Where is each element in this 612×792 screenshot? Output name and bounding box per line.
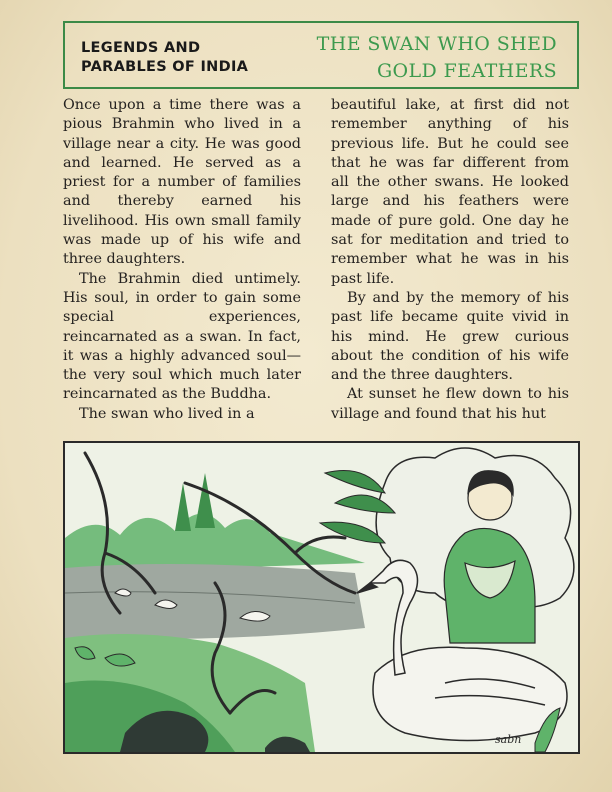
- illustration-drawing: [65, 443, 578, 752]
- story-title-line-1: THE SWAN WHO SHED: [316, 33, 557, 55]
- paragraph: Once upon a time there was a pious Brahmin who lived in a village near a city. He was good and learned. He served as a priest for a number of families and thereby earned his livelihood. His own small family was made up of his wife and three daughters.: [63, 97, 301, 268]
- left-text-column: [63, 96, 301, 424]
- paragraph: The Brahmin died untimely. His soul, in order to gain some special experiences, reincarnated as a swan. In fact, it was a highly advanced soul—the very soul which much later reincarnated as the Buddha.: [63, 270, 301, 403]
- paragraph: beautiful lake, at first did not remember anything of his previous life. But he could see that he was far different from all the other swans. He looked large and his feathers were made of pure gold. One day he sat for meditation and tried to remember what he was in his past life.: [331, 97, 569, 287]
- story-title: [317, 31, 557, 85]
- paragraph: By and by the memory of his past life became quite vivid in his mind. He grew curious about the condition of his wife and the three daughters.: [331, 289, 569, 384]
- artist-signature: sabn: [495, 733, 522, 746]
- story-title-line-2: GOLD FEATHERS: [376, 60, 557, 82]
- paragraph: At sunset he flew down to his village and found that his hut: [331, 386, 569, 422]
- story-illustration: [63, 441, 580, 754]
- series-title-line-2: PARABLES OF INDIA: [81, 59, 249, 75]
- paragraph: The swan who lived in a: [79, 405, 255, 422]
- header-box: [63, 21, 579, 89]
- series-title: [81, 39, 248, 77]
- right-text-column: [331, 96, 569, 424]
- series-title-line-1: LEGENDS AND: [81, 40, 201, 56]
